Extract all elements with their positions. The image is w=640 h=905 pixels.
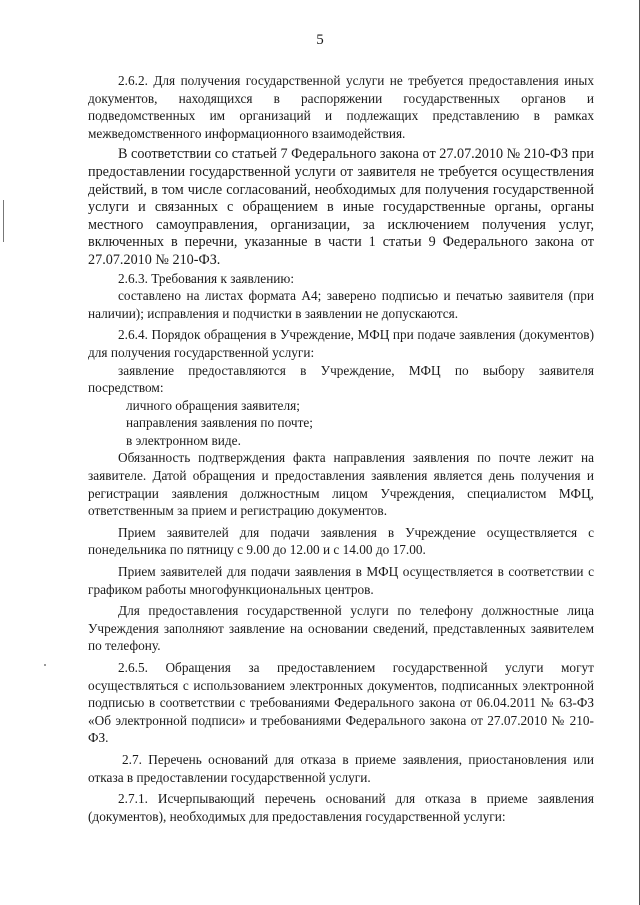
paragraph-2-6-3-heading: 2.6.3. Требования к заявлению: (118, 270, 295, 286)
paragraph-2-7-1: 2.7.1. Исчерпывающий перечень оснований для отказа в приеме заявления (документов), необходимых для предоставления государственной услуги: (88, 791, 594, 824)
paragraph-phone-service: Для предоставления государственной услуги по телефону должностные лица Учреждения заполняют заявление на основании сведений, представленных заявителем по телефону. (88, 603, 594, 654)
scan-speck (44, 664, 46, 666)
list-item-electronic: в электронном виде. (126, 432, 241, 448)
paragraph-2-6-4: 2.6.4. Порядок обращения в Учреждение, МФЦ при подаче заявления (документов) для получения государственной услуги: (88, 327, 594, 360)
paragraph-postal-confirmation: Обязанность подтверждения факта направления заявления по почте лежит на заявителе. Датой обращения и предоставления заявления является день получения и регистрации заявления должностным лицом Учреждения, специалистом МФЦ, ответственным за прием и регистрацию документов. (88, 450, 594, 519)
page-number: 5 (316, 32, 324, 48)
list-item-personal: личного обращения заявителя; (126, 397, 300, 413)
list-item-post: направления заявления по почте; (126, 415, 314, 431)
paragraph-2-7: 2.7. Перечень оснований для отказа в приеме заявления, приостановления или отказа в предоставлении государственной услуги. (88, 751, 594, 785)
paragraph-submission-methods: заявление предоставляются в Учреждение, МФЦ по выбору заявителя посредством: (88, 362, 594, 396)
paragraph-2-6-5: 2.6.5. Обращения за предоставлением государственной услуги могут осуществляться с использованием электронных документов, подписанных электронной подписью в соответствии с требованиями Федерального закона от 06.04.2011 № 63-ФЗ «Об электронной подписи» и требованиями Федерального закона от 27.07.2010 № 210-ФЗ. (88, 660, 594, 746)
paragraph-2-6-3-requirements: составлено на листах формата А4; заверено подписью и печатью заявителя (при наличии); исправления и подчистки в заявлении не допускаются. (88, 288, 594, 321)
scan-margin-mark (3, 200, 4, 242)
paragraph-reception-hours: Прием заявителей для подачи заявления в Учреждение осуществляется с понедельника по пятницу с 9.00 до 12.00 и с 14.00 до 17.00. (88, 524, 594, 558)
paragraph-2-6-2: 2.6.2. Для получения государственной услуги не требуется предоставления иных документов, находящихся в распоряжении государственных органов и подведомственных им организаций и подлежащих представлению в рамках межведомственного информационного взаимодействия. (88, 73, 594, 141)
paragraph-article-7: В соответствии со статьей 7 Федерального закона от 27.07.2010 № 210-ФЗ при предоставлении государственной услуги от заявителя не требуется осуществления действий, в том числе согласований, необходимых для получения государственной услуги и связанных с обращением в иные государственные органы, органы местного самоуправления, организации, за исключением получения услуг, включенных в перечни, указанные в части 1 статьи 9 Федерального закона от 27.07.2010 № 210-ФЗ. (88, 146, 594, 268)
paragraph-mfc-reception: Прием заявителей для подачи заявления в МФЦ осуществляется в соответствии с графиком работы многофункциональных центров. (88, 564, 594, 597)
document-body (88, 72, 594, 825)
